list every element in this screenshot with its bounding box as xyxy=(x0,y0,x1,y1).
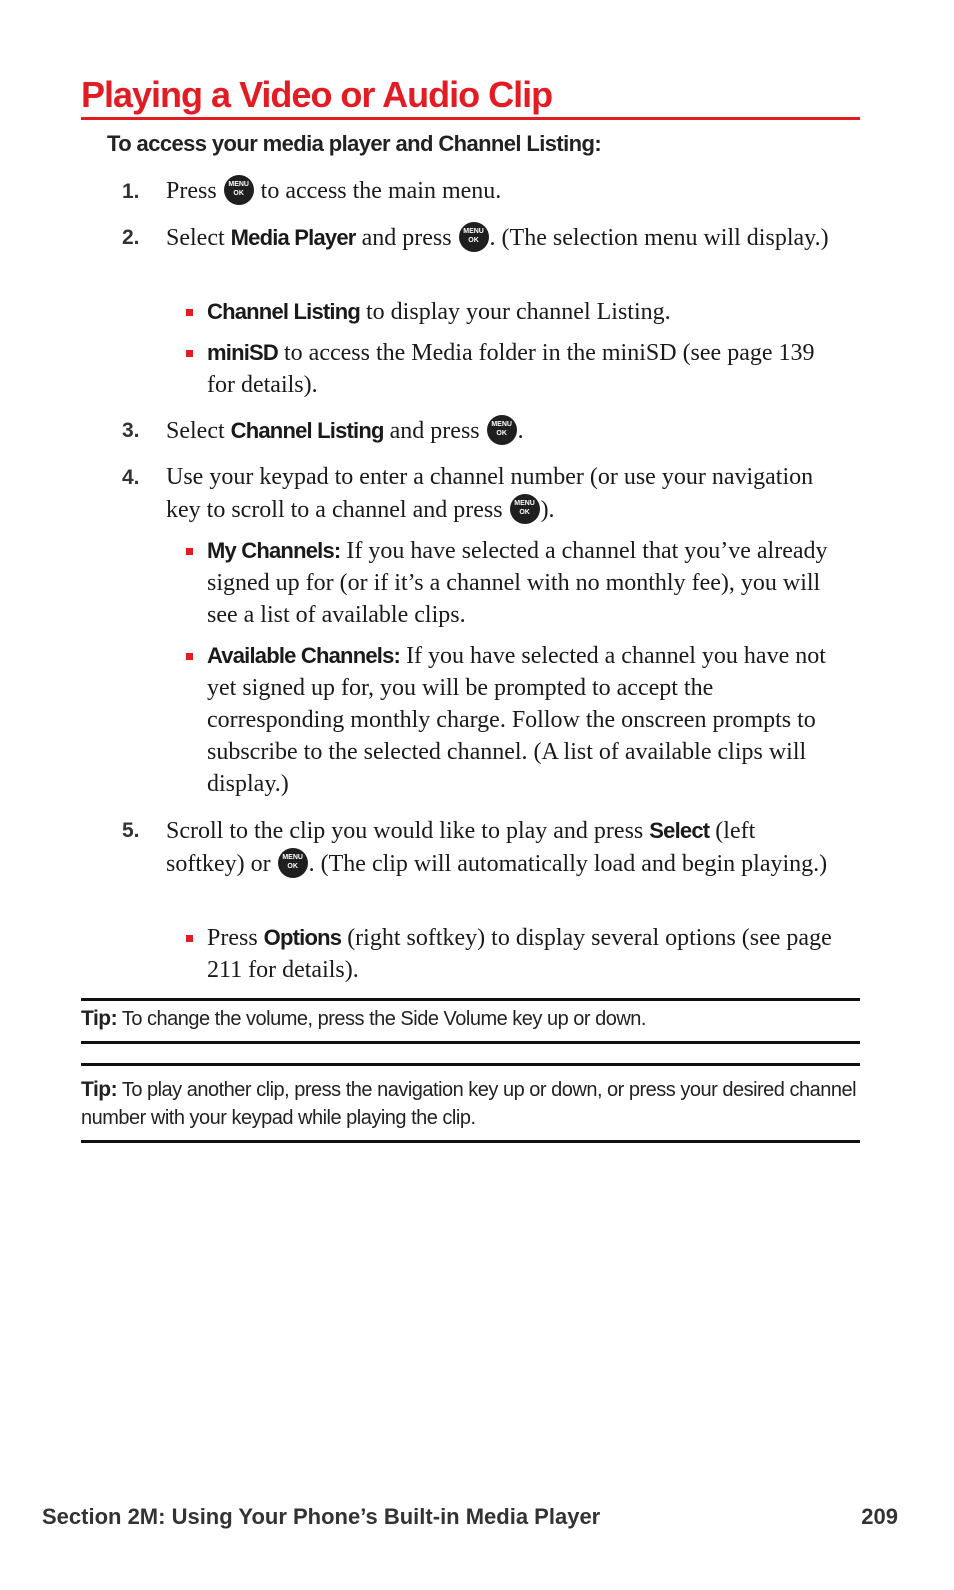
menu-ok-key-icon xyxy=(459,222,489,252)
option-label: Available Channels: xyxy=(207,643,401,668)
step-text: Select xyxy=(166,225,225,251)
menu-ok-key-icon xyxy=(487,415,517,445)
bullet-my-channels xyxy=(207,535,839,631)
step-number: 2. xyxy=(122,226,140,249)
tip-text: To change the volume, press the Side Volume key up or down. xyxy=(121,1008,646,1030)
bullet-square-icon xyxy=(186,653,193,660)
footer-section-title: Section 2M: Using Your Phone’s Built-in Media Player xyxy=(42,1504,601,1529)
tip-rule-top xyxy=(81,998,860,1001)
step-text: ). xyxy=(540,497,555,523)
step-text: Press xyxy=(166,178,217,204)
step-text: Select xyxy=(166,418,225,444)
softkey-label: Options xyxy=(263,925,342,950)
step-number: 1. xyxy=(122,180,140,203)
tip-text: To play another clip, press the navigation key up or down, or press your desired channel number with your keypad while playing the clip. xyxy=(81,1079,857,1129)
option-label: Channel Listing xyxy=(207,299,361,324)
bullet-available-channels xyxy=(207,640,839,800)
bullet-text: Press xyxy=(207,925,258,951)
bullet-square-icon xyxy=(186,309,193,316)
bullet-minisd xyxy=(207,337,839,401)
step-text: . xyxy=(517,418,524,444)
tip-label: Tip: xyxy=(81,1078,118,1101)
bullet-square-icon xyxy=(186,548,193,555)
step-1 xyxy=(122,175,838,208)
bullet-text: If you have selected a channel that you’ve already signed up for (or if it’s a channel with no monthly fee), you will see a list of available clips. xyxy=(207,538,828,628)
step-text: Scroll to the clip you would like to play and press xyxy=(166,818,644,844)
step-text: . (The selection menu will display.) xyxy=(489,225,829,251)
bullet-text: to access the Media folder in the miniSD (see page 139 for details). xyxy=(207,340,815,398)
step-number: 3. xyxy=(122,419,140,442)
step-text: and press xyxy=(361,225,452,251)
bullet-text: to display your channel Listing. xyxy=(366,299,671,325)
menu-ok-key-icon xyxy=(224,175,254,205)
bullet-square-icon xyxy=(186,350,193,357)
tip-rule-bottom xyxy=(81,1041,860,1044)
option-label: My Channels: xyxy=(207,538,341,563)
tip-play-another xyxy=(81,1076,860,1132)
step-text: . (The clip will automatically load and begin playing.) xyxy=(308,851,828,877)
step-3 xyxy=(122,414,838,448)
step-text: Use your keypad to enter a channel number (or use your navigation key to scroll to a channel and press xyxy=(166,464,814,523)
step-4 xyxy=(122,461,838,527)
bullet-channel-listing xyxy=(207,296,839,328)
bullet-text: (right softkey) to display several options (see page 211 for details). xyxy=(207,925,832,983)
menu-ok-key-icon xyxy=(278,848,308,878)
softkey-label: Select xyxy=(649,818,710,843)
step-number: 4. xyxy=(122,466,140,489)
tip-label: Tip: xyxy=(81,1007,118,1030)
step-number: 5. xyxy=(122,819,140,842)
tip-rule-top xyxy=(81,1063,860,1066)
menu-option-label: Media Player xyxy=(230,225,356,250)
menu-ok-key-icon xyxy=(510,494,540,524)
intro-heading: To access your media player and Channel Listing: xyxy=(107,131,602,156)
step-text: (left softkey) or xyxy=(166,818,756,877)
page-title: Playing a Video or Audio Clip xyxy=(81,74,553,115)
step-2 xyxy=(122,221,838,255)
bullet-options xyxy=(207,922,839,986)
tip-volume xyxy=(81,1005,860,1033)
title-rule xyxy=(81,117,860,120)
menu-option-label: Channel Listing xyxy=(230,418,384,443)
option-label: miniSD xyxy=(207,340,278,365)
step-5 xyxy=(122,814,838,881)
bullet-square-icon xyxy=(186,935,193,942)
step-text: and press xyxy=(389,418,480,444)
bullet-text: If you have selected a channel you have not yet signed up for, you will be prompted to accept the corresponding monthly charge. Follow the onscreen prompts to subscribe to the selected channel. (A list of available clips will display.) xyxy=(207,643,826,797)
step-text: to access the main menu. xyxy=(260,178,502,204)
tip-rule-bottom xyxy=(81,1140,860,1143)
footer-page-number: 209 xyxy=(861,1504,898,1529)
